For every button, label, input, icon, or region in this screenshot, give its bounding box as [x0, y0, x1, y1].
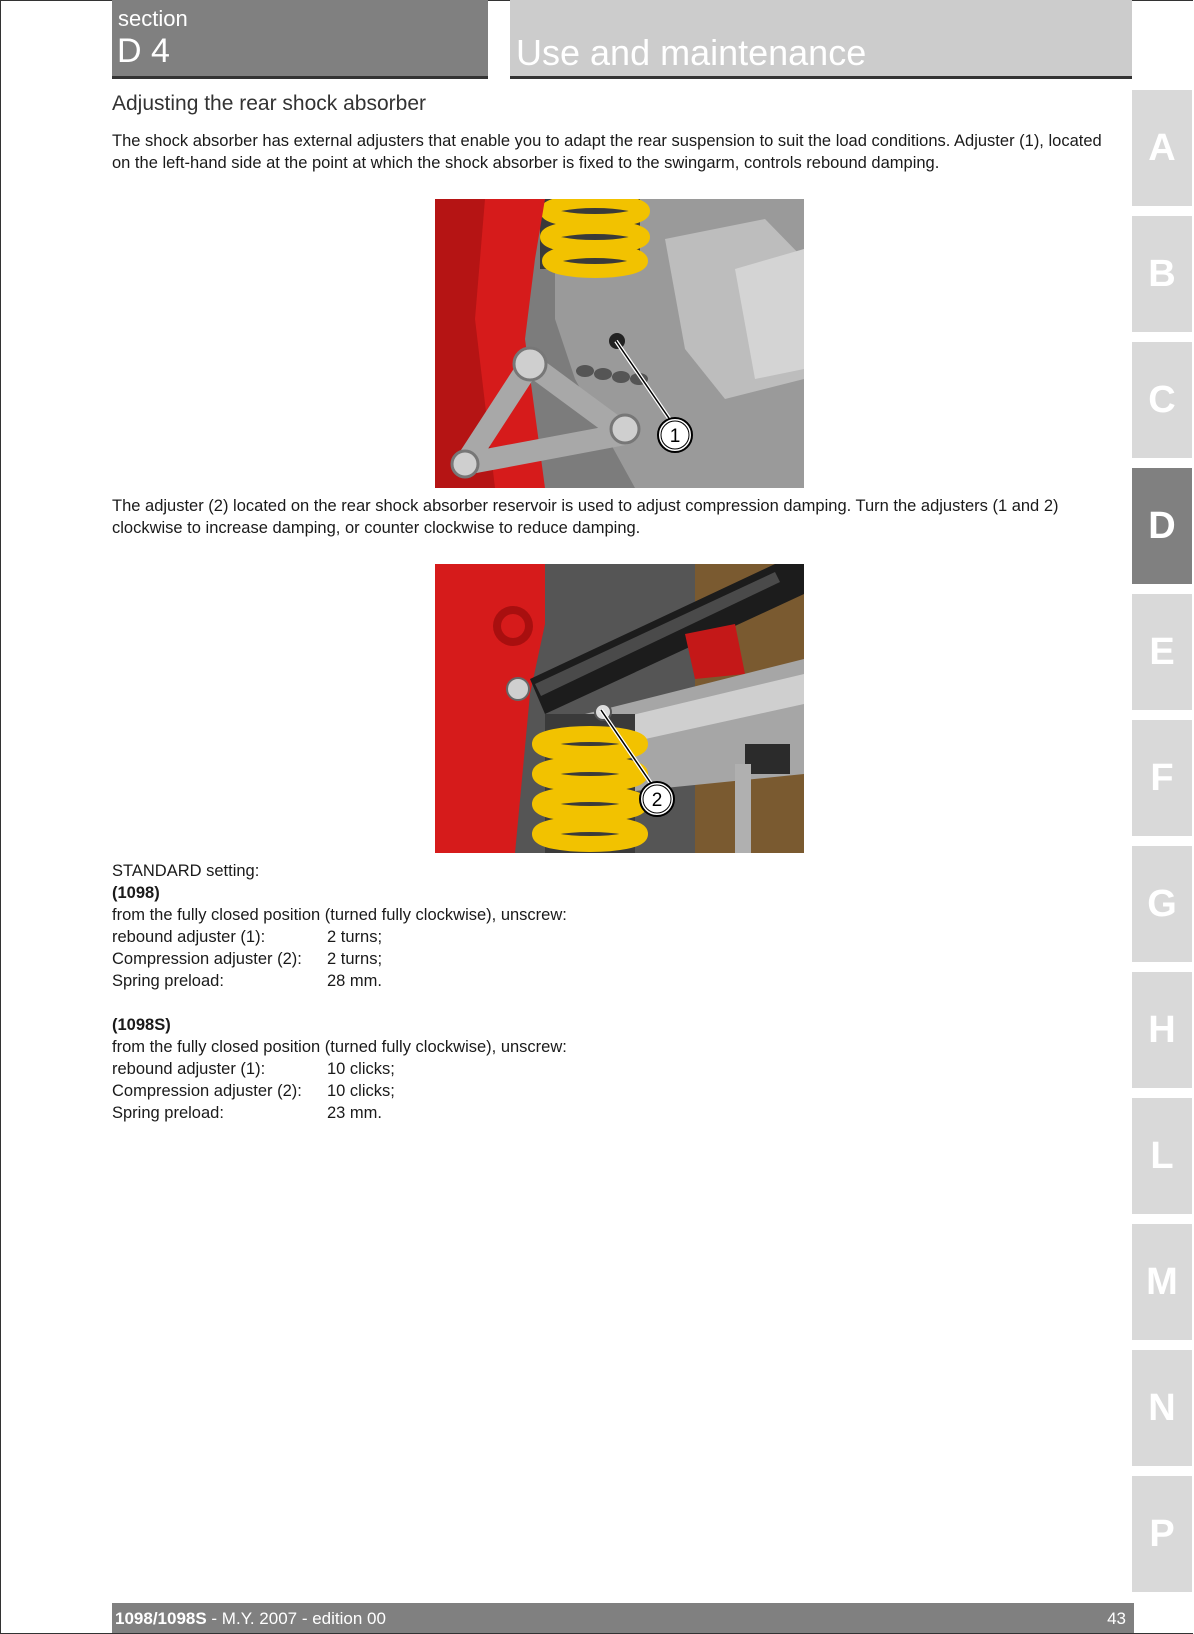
tab-g[interactable]: G — [1132, 846, 1192, 962]
model-1098s-name: (1098S) — [112, 1016, 171, 1034]
photo-rebound-adjuster — [435, 199, 804, 488]
tab-f[interactable]: F — [1132, 720, 1192, 836]
paragraph-1: The shock absorber has external adjusters that enable you to adapt the rear suspension to suit the load conditions. Adjuster (1), located on the left-hand side at the point at which the shock absorber is fixed to the swingarm, controls rebound damping. — [112, 132, 1102, 172]
spec-row — [112, 970, 1124, 992]
figure-compression-adjuster — [435, 564, 804, 853]
tab-d[interactable]: D — [1132, 468, 1192, 584]
spec-label: rebound adjuster (1): — [112, 928, 266, 946]
model-1098-intro: from the fully closed position (turned fully clockwise), unscrew: — [112, 906, 567, 924]
tab-h[interactable]: H — [1132, 972, 1192, 1088]
section-id: D 4 — [117, 32, 170, 70]
spec-value: 2 turns; — [327, 928, 383, 946]
footer-model: 1098/1098S — [115, 1609, 207, 1628]
standard-settings — [112, 860, 1124, 1124]
page-footer — [112, 1603, 1134, 1633]
tab-b[interactable]: B — [1132, 216, 1192, 332]
tab-l[interactable]: L — [1132, 1098, 1192, 1214]
paragraph-2: The adjuster (2) located on the rear shock absorber reservoir is used to adjust compression damping. Turn the adjusters (1 and 2) clockwise to increase damping, or counter clockwise to reduce damping. — [112, 497, 1059, 537]
spec-row — [112, 948, 1124, 970]
spec-row — [112, 1058, 1124, 1080]
callout-1: 1 — [669, 426, 681, 447]
tab-m[interactable]: M — [1132, 1224, 1192, 1340]
figure-rebound-adjuster — [435, 199, 804, 488]
spec-value: 10 clicks; — [327, 1060, 395, 1078]
title-header — [510, 0, 1132, 79]
tab-n[interactable]: N — [1132, 1350, 1192, 1466]
spec-label: rebound adjuster (1): — [112, 1060, 266, 1078]
standard-title: STANDARD setting: — [112, 862, 260, 880]
spec-label: Compression adjuster (2): — [112, 950, 302, 968]
spec-value: 10 clicks; — [327, 1082, 395, 1100]
section-heading: Adjusting the rear shock absorber — [112, 92, 427, 115]
spec-row — [112, 1080, 1124, 1102]
section-label: section — [118, 6, 188, 31]
spec-label: Spring preload: — [112, 972, 224, 990]
model-1098-name: (1098) — [112, 884, 160, 902]
spec-value: 28 mm. — [327, 972, 383, 990]
page-title: Use and maintenance — [516, 32, 867, 73]
spacer — [112, 992, 1124, 1014]
footer-edition: - M.Y. 2007 - edition 00 — [206, 1609, 386, 1628]
page-number: 43 — [1107, 1609, 1126, 1628]
photo-compression-adjuster — [435, 564, 804, 853]
spec-label: Compression adjuster (2): — [112, 1082, 302, 1100]
spec-value: 23 mm. — [327, 1104, 383, 1122]
tab-p[interactable]: P — [1132, 1476, 1192, 1592]
spec-row — [112, 1102, 1124, 1124]
spec-row — [112, 926, 1124, 948]
model-1098s-intro: from the fully closed position (turned fully clockwise), unscrew: — [112, 1038, 567, 1056]
spec-value: 2 turns; — [327, 950, 383, 968]
tab-c[interactable]: C — [1132, 342, 1192, 458]
callout-2: 2 — [651, 790, 663, 811]
section-header — [112, 0, 488, 79]
tab-a[interactable]: A — [1132, 90, 1192, 206]
footer-edition-info — [115, 1609, 386, 1629]
spec-label: Spring preload: — [112, 1104, 224, 1122]
tab-e[interactable]: E — [1132, 594, 1192, 710]
